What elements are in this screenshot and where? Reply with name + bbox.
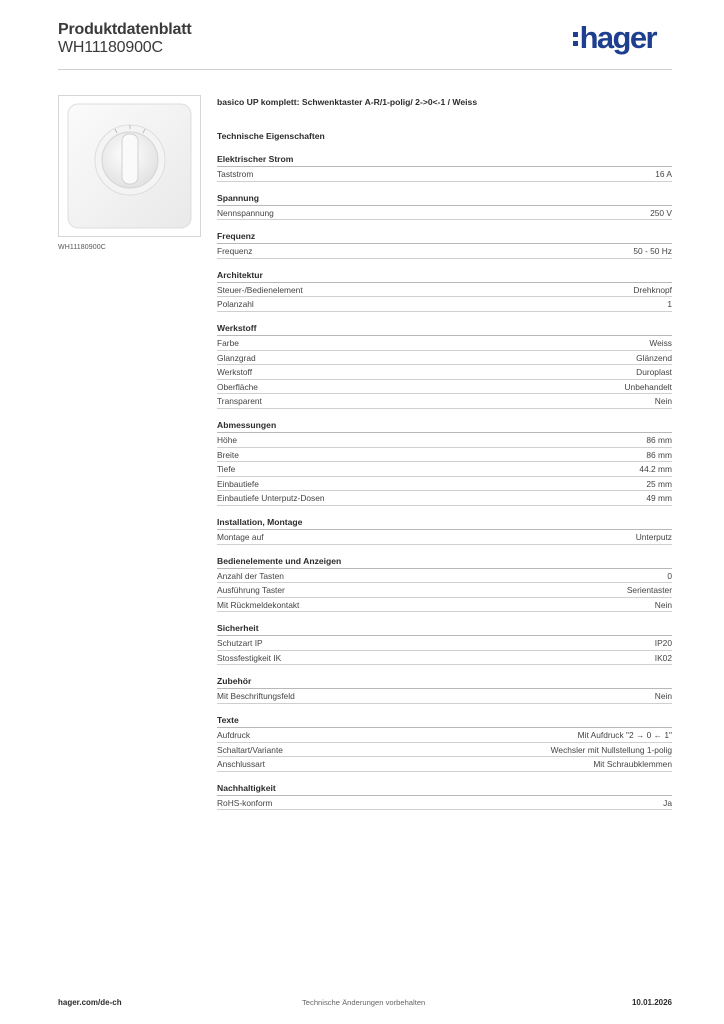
spec-label: Ausführung Taster xyxy=(217,585,285,596)
footer-date: 10.01.2026 xyxy=(631,998,672,1007)
spec-label: Frequenz xyxy=(217,246,253,257)
spec-value: Drehknopf xyxy=(633,284,672,295)
spec-section xyxy=(217,554,672,613)
spec-row xyxy=(217,394,672,409)
section-title: Spannung xyxy=(217,191,672,206)
spec-label: Tiefe xyxy=(217,464,236,475)
section-title: Architektur xyxy=(217,268,672,283)
spec-section xyxy=(217,229,672,259)
spec-value: 0 xyxy=(667,570,672,581)
spec-value: 50 - 50 Hz xyxy=(633,246,672,257)
spec-row xyxy=(217,477,672,492)
spec-section xyxy=(217,781,672,811)
spec-value: Glänzend xyxy=(636,352,672,363)
logo-text: hager xyxy=(579,19,656,55)
spec-value: 250 V xyxy=(650,207,672,218)
spec-row xyxy=(217,796,672,811)
spec-label: Mit Beschriftungsfeld xyxy=(217,691,295,702)
section-title: Abmessungen xyxy=(217,418,672,433)
spec-label: Einbautiefe xyxy=(217,478,259,489)
spec-label: Glanzgrad xyxy=(217,352,256,363)
spec-row xyxy=(217,491,672,506)
image-caption: WH11180900C xyxy=(58,244,106,251)
spec-label: Farbe xyxy=(217,337,239,348)
footer-website: hager.com/de-ch xyxy=(58,998,122,1007)
spec-row xyxy=(217,530,672,545)
spec-row xyxy=(217,448,672,463)
spec-value: IK02 xyxy=(654,652,672,663)
spec-value: Nein xyxy=(654,691,672,702)
spec-value: 25 mm xyxy=(646,478,672,489)
spec-label: Höhe xyxy=(217,434,238,445)
spec-value: 16 A xyxy=(655,169,672,179)
spec-value: Ja xyxy=(663,797,672,808)
spec-label: RoHS-konform xyxy=(217,797,273,808)
spec-row xyxy=(217,380,672,395)
spec-value: IP20 xyxy=(654,638,672,649)
spec-row xyxy=(217,598,672,613)
spec-row xyxy=(217,167,672,182)
spec-value: Unterputz xyxy=(635,531,672,542)
rotary-switch-image-icon xyxy=(59,96,200,236)
spec-label: Breite xyxy=(217,449,239,460)
product-description: basico UP komplett: Schwenktaster A-R/1-polig/ 2->0<-1 / Weiss xyxy=(217,97,478,107)
spec-label: Transparent xyxy=(217,396,262,407)
spec-row xyxy=(217,433,672,448)
spec-label: Anzahl der Tasten xyxy=(217,570,284,581)
spec-label: Taststrom xyxy=(217,169,254,179)
spec-value: 44.2 mm xyxy=(639,464,672,475)
spec-row xyxy=(217,569,672,584)
spec-section xyxy=(217,515,672,545)
spec-value: Mit Schraubklemmen xyxy=(593,759,672,770)
spec-value: Wechsler mit Nullstellung 1-polig xyxy=(550,744,672,755)
spec-value: 1 xyxy=(667,299,672,310)
section-title: Installation, Montage xyxy=(217,515,672,530)
spec-value: 49 mm xyxy=(646,493,672,504)
spec-row xyxy=(217,336,672,351)
spec-row xyxy=(217,297,672,312)
spec-row xyxy=(217,651,672,666)
spec-value: Duroplast xyxy=(636,367,672,378)
spec-value: Weiss xyxy=(649,337,672,348)
spec-label: Steuer-/Bedienelement xyxy=(217,284,303,295)
spec-value: Nein xyxy=(654,396,672,407)
spec-label: Aufdruck xyxy=(217,730,251,741)
section-title: Elektrischer Strom xyxy=(217,152,672,167)
hager-logo xyxy=(573,20,656,54)
spec-section xyxy=(217,191,672,221)
spec-label: Polanzahl xyxy=(217,299,254,310)
section-title: Bedienelemente und Anzeigen xyxy=(217,554,672,569)
spec-label: Schaltart/Variante xyxy=(217,744,283,755)
spec-row xyxy=(217,283,672,298)
section-title: Texte xyxy=(217,713,672,728)
spec-row xyxy=(217,636,672,651)
spec-row xyxy=(217,206,672,221)
product-code: WH11180900C xyxy=(58,39,163,56)
product-image xyxy=(58,95,201,237)
spec-value: 86 mm xyxy=(646,434,672,445)
spec-label: Mit Rückmeldekontakt xyxy=(217,599,300,610)
spec-label: Stossfestigkeit IK xyxy=(217,652,282,663)
section-title: Frequenz xyxy=(217,229,672,244)
spec-row xyxy=(217,365,672,380)
spec-row xyxy=(217,583,672,598)
spec-section xyxy=(217,268,672,312)
spec-section xyxy=(217,418,672,506)
tech-properties-heading: Technische Eigenschaften xyxy=(217,131,325,141)
spec-label: Einbautiefe Unterputz-Dosen xyxy=(217,493,325,504)
spec-row xyxy=(217,757,672,772)
spec-sections xyxy=(217,152,672,810)
spec-label: Schutzart IP xyxy=(217,638,263,649)
spec-row xyxy=(217,728,672,743)
page-title: Produktdatenblatt xyxy=(58,21,192,38)
section-title: Sicherheit xyxy=(217,621,672,636)
spec-section xyxy=(217,321,672,409)
spec-value: Serientaster xyxy=(626,585,672,596)
spec-section xyxy=(217,152,672,182)
spec-value: Mit Aufdruck "2 → 0 ← 1" xyxy=(577,730,672,741)
logo-dots-icon xyxy=(573,32,578,46)
spec-value: Unbehandelt xyxy=(624,381,672,392)
spec-row xyxy=(217,689,672,704)
section-title: Werkstoff xyxy=(217,321,672,336)
spec-section xyxy=(217,713,672,772)
spec-content xyxy=(217,95,672,810)
spec-value: Nein xyxy=(654,599,672,610)
footer-notice: Technische Änderungen vorbehalten xyxy=(302,998,426,1007)
spec-label: Werkstoff xyxy=(217,367,253,378)
spec-row xyxy=(217,244,672,259)
spec-row xyxy=(217,743,672,758)
spec-label: Nennspannung xyxy=(217,207,274,218)
spec-label: Anschlussart xyxy=(217,759,265,770)
spec-label: Oberfläche xyxy=(217,381,258,392)
spec-row xyxy=(217,351,672,366)
spec-value: 86 mm xyxy=(646,449,672,460)
section-title: Zubehör xyxy=(217,674,672,689)
spec-label: Montage auf xyxy=(217,531,264,542)
spec-section xyxy=(217,621,672,665)
page-header xyxy=(58,20,672,70)
section-title: Nachhaltigkeit xyxy=(217,781,672,796)
spec-row xyxy=(217,462,672,477)
spec-section xyxy=(217,674,672,704)
